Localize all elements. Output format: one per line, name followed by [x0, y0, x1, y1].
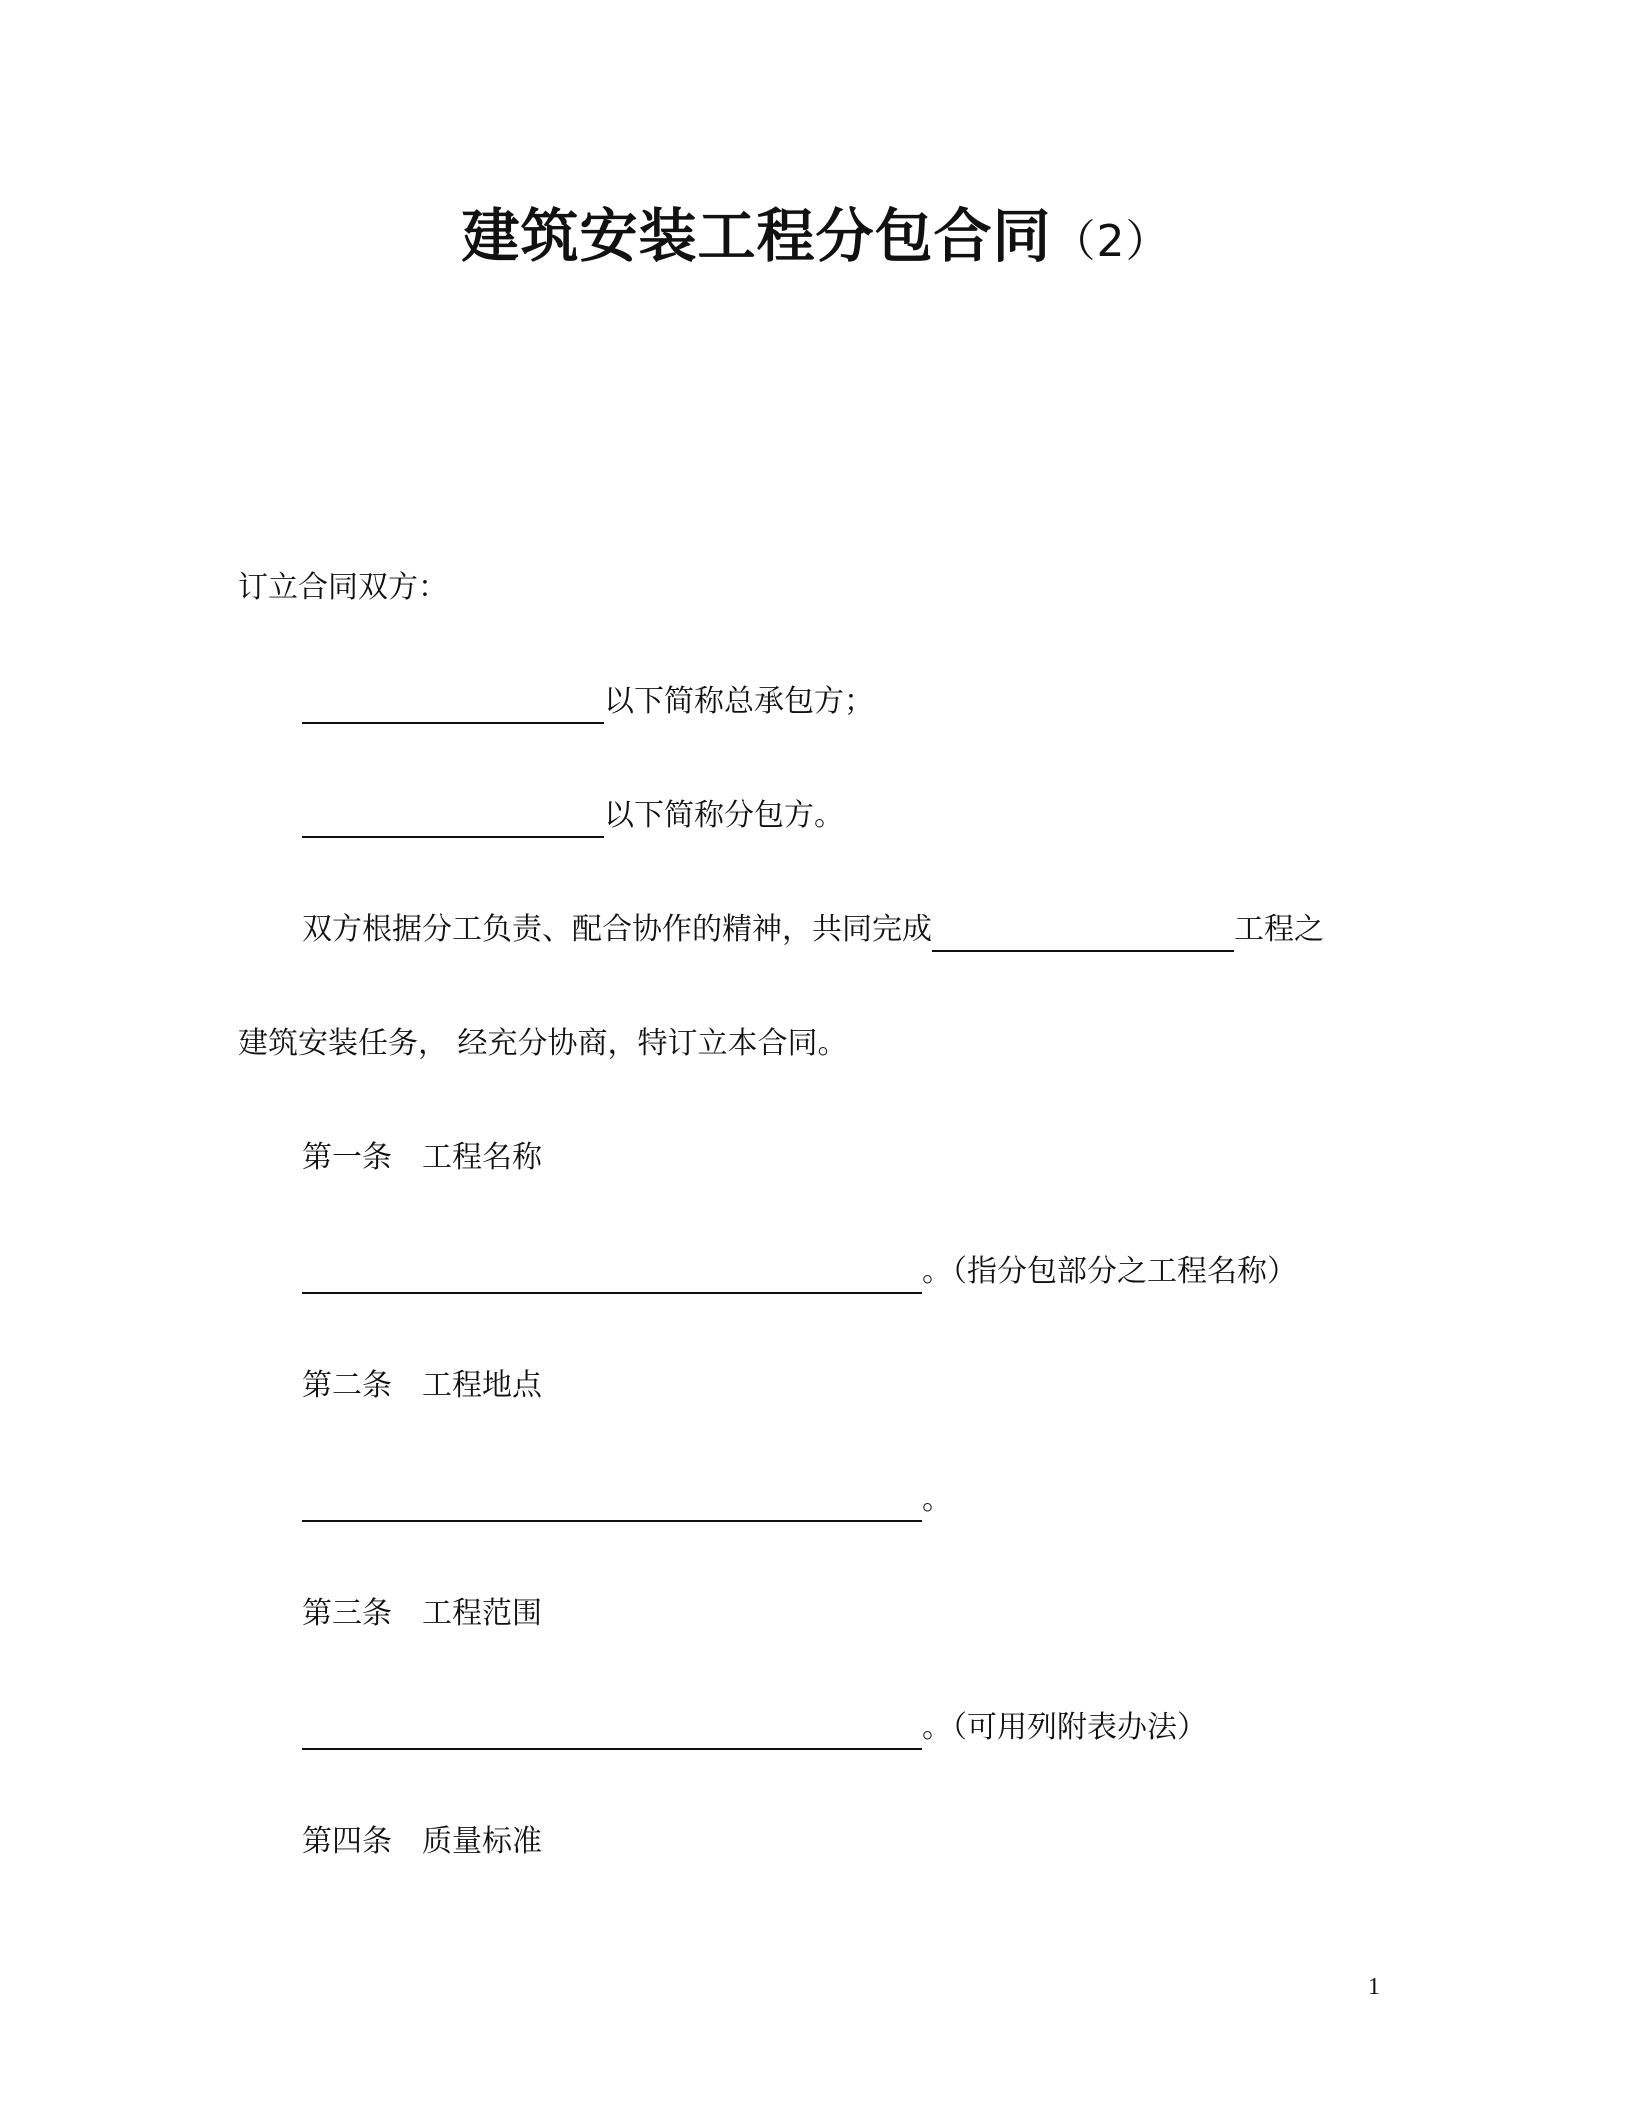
- subcontractor-line: [302, 794, 844, 838]
- article-number: 第二条: [302, 1368, 392, 1403]
- article-number: 第三条: [302, 1596, 392, 1631]
- article-title: 工程名称: [422, 1140, 542, 1175]
- parties-heading: 订立合同双方：: [238, 570, 448, 605]
- intro-line-1-start: 双方根据分工负责、配合协作的精神，共同完成: [302, 912, 932, 947]
- page-number: 1: [1368, 1974, 1380, 2000]
- article-fill-line: [302, 1706, 1207, 1750]
- article-heading: [302, 1136, 542, 1180]
- intro-line-2: 建筑安装任务， 经充分协商，特订立本合同。: [238, 1026, 848, 1061]
- article-note: （可用列附表办法）: [952, 1710, 1207, 1745]
- general-contractor-blank[interactable]: [302, 682, 604, 724]
- general-contractor-line: [302, 680, 874, 724]
- subcontractor-label: 以下简称分包方。: [604, 798, 844, 833]
- fill-end: 。: [922, 1710, 952, 1745]
- article-heading: [302, 1364, 542, 1408]
- subcontractor-blank[interactable]: [302, 796, 604, 838]
- general-contractor-label: 以下简称总承包方；: [604, 684, 874, 719]
- article-fill-line: [302, 1478, 952, 1522]
- article-title: 质量标准: [422, 1824, 542, 1859]
- article-heading: [302, 1592, 542, 1636]
- article-title: 工程地点: [422, 1368, 542, 1403]
- fill-end: 。: [922, 1254, 952, 1289]
- project-blank[interactable]: [932, 910, 1234, 952]
- project-scope-blank[interactable]: [302, 1708, 922, 1750]
- intro-line-1-end: 工程之: [1234, 912, 1324, 947]
- fill-end: 。: [922, 1482, 952, 1517]
- article-note: （指分包部分之工程名称）: [952, 1254, 1297, 1289]
- intro-line-1: [302, 908, 1324, 952]
- title-main: 建筑安装工程分包合同: [461, 202, 1052, 270]
- article-number: 第四条: [302, 1824, 392, 1859]
- project-location-blank[interactable]: [302, 1480, 922, 1522]
- article-title: 工程范围: [422, 1596, 542, 1631]
- article-fill-line: [302, 1250, 1297, 1294]
- project-name-blank[interactable]: [302, 1252, 922, 1294]
- article-heading: [302, 1820, 542, 1864]
- title-suffix: （2）: [1051, 216, 1171, 267]
- document-title: [0, 196, 1632, 282]
- article-number: 第一条: [302, 1140, 392, 1175]
